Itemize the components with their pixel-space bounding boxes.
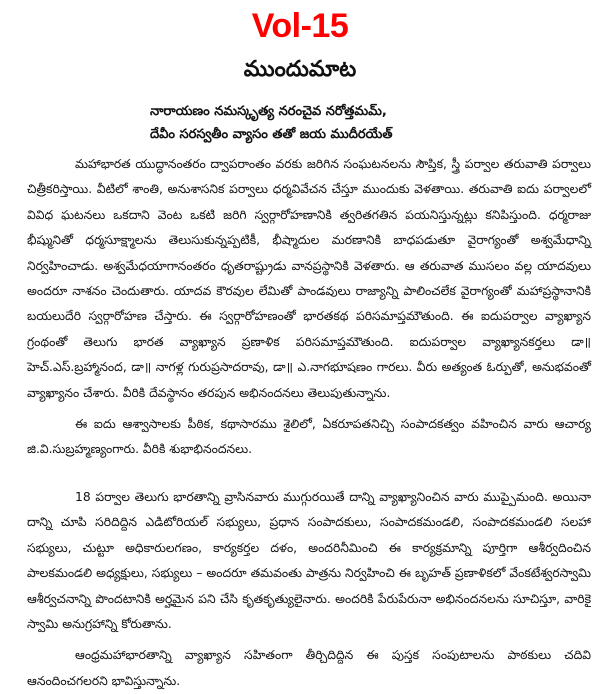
invocation-line-2: దేవీం సరస్వతీం వ్యాసం తతో జయ ముదీరయేత్: [150, 127, 393, 142]
invocation-line-1: నారాయణం నమస్కృత్య నరంచైవ నరోత్తమమ్,: [150, 104, 387, 119]
paragraph-4: ఆంధ్రమహాభారతాన్ని వ్యాఖ్యాన సహితంగా తీర్చిదిద్దిన ఈ పుస్తక సంపుటాలను పాఠకులు చదివి ఆనందించగలరని భావిస్తున్నాను.: [27, 648, 591, 688]
volume-label: Vol-15: [251, 7, 349, 45]
paragraph-3: 18 పర్వాల తెలుగు భారతాన్ని వ్రాసినవారు ముగ్గురయితే దాన్ని వ్యాఖ్యానించిన వారు ముప్పైమంది. అయినా దాన్ని చూపి సరిదిద్దిన ఎడిటోరియల్ సభ్యులు, ప్రధాన సంపాదకులు, సంపాదకమండలి, సంపాదకమండలి సలహా సభ్యులు, చుట్టూ అధికారులగణం, కార్యకర్తల దళం, అందరినీమించి ఈ కార్యక్రమాన్ని పూర్తిగా ఆశీర్వదించిన పాలకమండలి అధ్యక్షులు, సభ్యులు – అందరూ తమవంతు పాత్రను నిర్వహించి ఈ బృహత్ ప్రణాళికలో వేంకటేశ్వరస్వామి ఆశీర్వచనాన్ని పొందటానికి అర్హమైన పని చేసి కృతకృత్యులైనారు. అందరికి పేరుపేరునా అభినందనలను సూచిస్తూ, వారికై స్వామి అనుగ్రహాన్ని కోరుతాను.: [27, 489, 591, 631]
paragraph-2: ఈ ఐదు ఆశ్వాసాలకు పీఠిక, కథాసారము శైలిలో, ఏకరూపతనిచ్చి సంపాదకత్వం వహించిన వారు ఆచార్య జి.వి.సుబ్రహ్మణ్యంగారు. వీరికి శుభాభినందనలు.: [27, 417, 591, 457]
paragraph-1: మహాభారత యుద్ధానంతరం ద్వాపరాంతం వరకు జరిగిన సంఘటనలను సౌప్తిక, స్త్రీ పర్వాల తరువాతి పర్వాలు చిత్రీకరిస్తాయి. వీటిలో శాంతి, అనుశాసనిక పర్వాలు ధర్మవివేచన చేస్తూ ముందుకు వెళతాయి. తరువాతి ఐదు పర్వాలలో వివిధ ఘటనలు ఒకదాని వెంట ఒకటి జరిగి స్వర్గారోహణానికి త్వరితగతిన పయనిస్తున్నట్లు కనిపిస్తుంది. ధర్మరాజు భీష్ముని‌తో ధర్మసూక్ష్మాలను తెలుసుకున్నప్పటికీ, భీష్మాదుల మరణానికి బాధపడుతూ వైరాగ్యంతో అశ్వమేధాన్ని నిర్వహించాడు. అశ్వమేధయాగానంతరం ధృతరాష్ట్రుడు వానప్రస్థానికి వెళతారు. ఆ తరువాత ముసలం వల్ల యాదవులు అందరూ నాశనం చెందుతారు. యాదవ కౌరవుల లేమితో పాండవులు రాజ్యాన్ని పాలించలేక వైరాగ్యంతో మహాప్రస్థానానికి బయలుదేరి స్వర్గారోహణ చేస్తారు. ఈ స్వర్గారోహణంతో భారతకథ పరిసమాప్తమౌతుంది. ఈ ఐదుపర్వాల వ్యాఖ్యాన గ్రంథంతో తెలుగు భారత వ్యాఖ్యాన ప్రణాళిక పరిసమాప్తమౌతుంది. ఐదుపర్వాల వ్యాఖ్యానకర్తలు డా॥ హెచ్.ఎస్.బ్రహ్మానంద, డా॥ నాగళ్ల గురుప్రసాదరావు, డా॥ ఎ.నాగభూషణం గారలు. వీరు అత్యంత ఓర్పుతో, అనుభవంతో వ్యాఖ్యానం చేశారు. వీరికి దేవస్థానం తరపున అభినందనలు తెలుపుతున్నాను.: [27, 157, 591, 400]
invocation-verse: [150, 100, 590, 146]
body-text: [27, 152, 591, 694]
page-title: ముందుమాట: [243, 57, 357, 82]
